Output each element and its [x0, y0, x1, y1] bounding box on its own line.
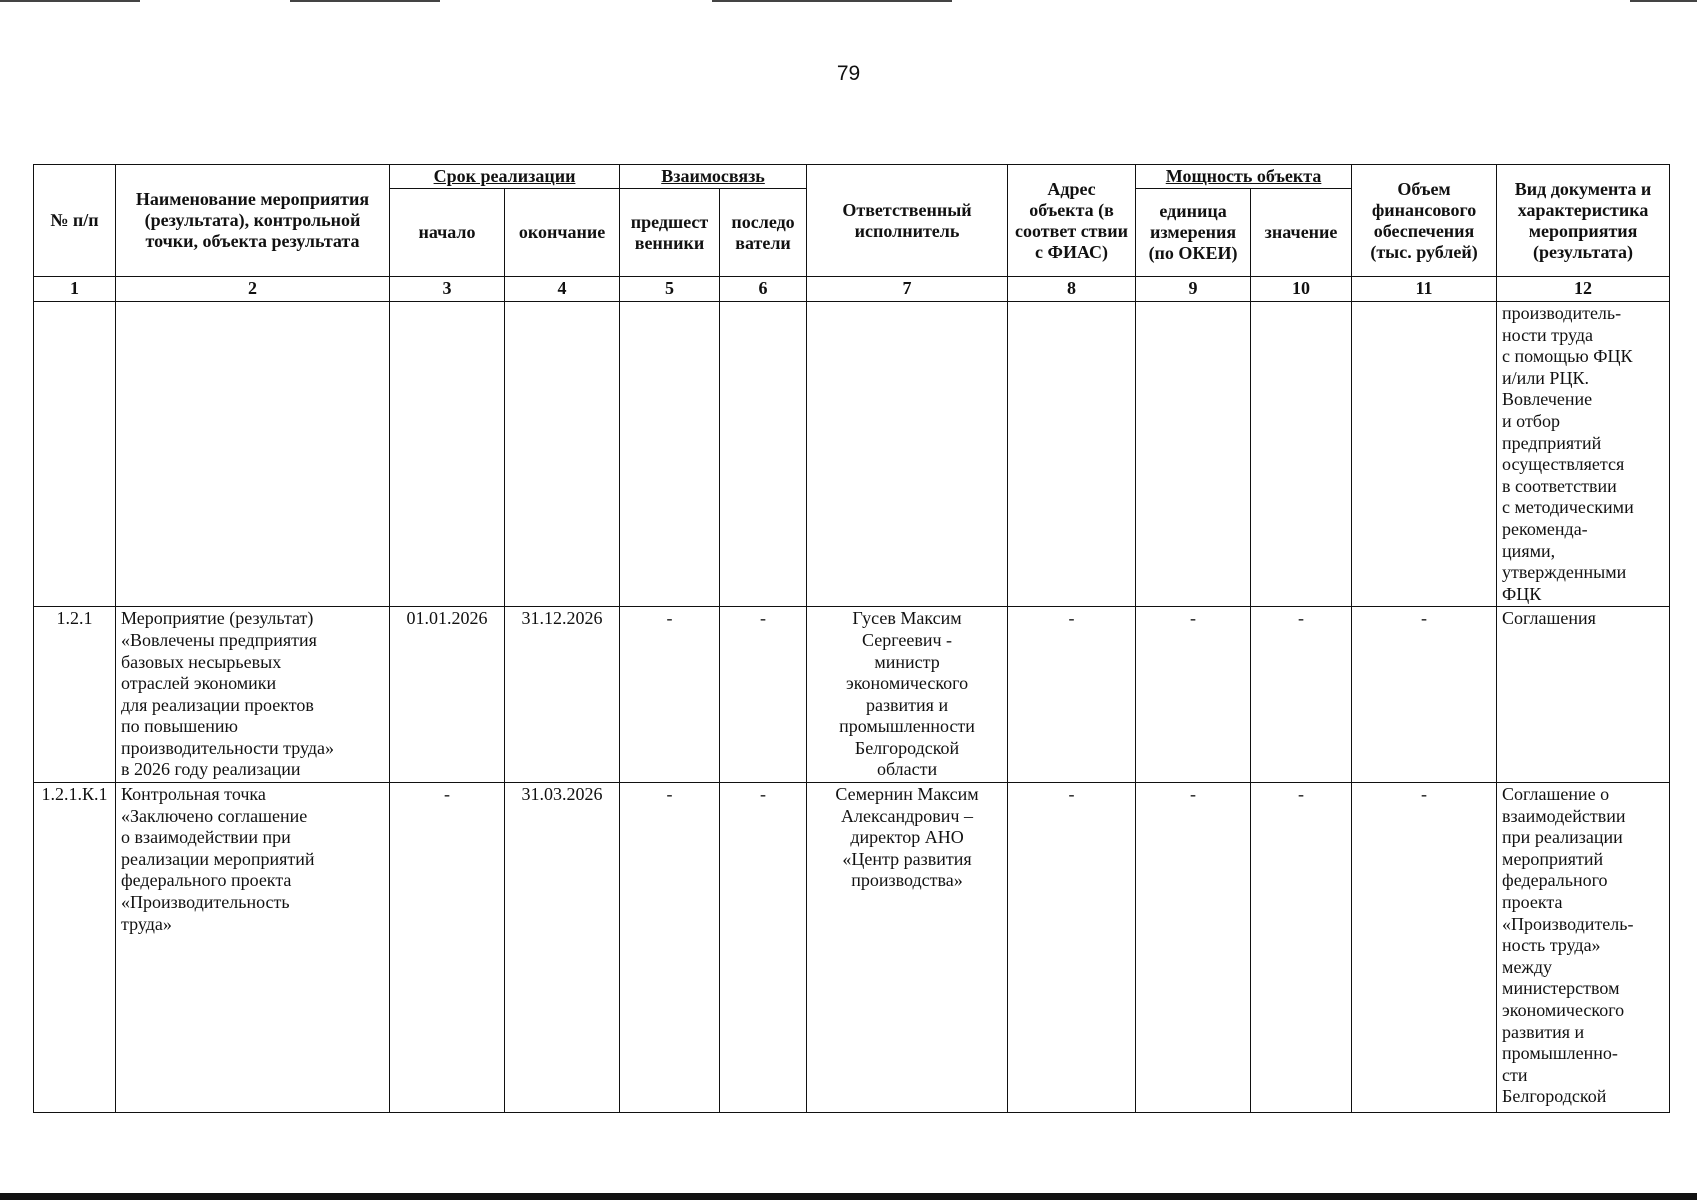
header-term-end: окончание: [505, 189, 620, 277]
cell-end: [505, 302, 620, 607]
cell-responsible: Гусев Максим Сергеевич - министр экономического развития и промышленности Белгородской области: [807, 607, 1008, 783]
cell-value: -: [1251, 783, 1352, 1113]
scan-artifact-bottom: [0, 1193, 1697, 1200]
header-num: № п/п: [34, 165, 116, 277]
scan-artifact-top-right: [1630, 0, 1697, 2]
cell-name: Контрольная точка «Заключено соглашение о взаимодействии при реализации мероприятий федерального проекта «Производительность труда»: [116, 783, 390, 1113]
cell-responsible: Семернин Максим Александрович – директор АНО «Центр развития производства»: [807, 783, 1008, 1113]
cell-end: 31.03.2026: [505, 783, 620, 1113]
cell-finance: -: [1352, 783, 1497, 1113]
header-capacity-value: значение: [1251, 189, 1352, 277]
column-number-6: 6: [720, 277, 807, 302]
cell-unit: -: [1136, 607, 1251, 783]
header-term-group: Срок реализации: [390, 165, 620, 189]
cell-start: 01.01.2026: [390, 607, 505, 783]
cell-finance: -: [1352, 607, 1497, 783]
cell-num: [34, 302, 116, 607]
scan-artifact-top-left: [0, 0, 140, 2]
cell-doc: производитель- ности труда с помощью ФЦК и/или РЦК. Вовлечение и отбор предприятий осуществляется в соответствии с методическими рекоменда- циями, утвержденными ФЦК: [1497, 302, 1670, 607]
header-link-group: Взаимосвязь: [620, 165, 807, 189]
cell-end: 31.12.2026: [505, 607, 620, 783]
cell-responsible: [807, 302, 1008, 607]
header-capacity-unit: единица измерения (по ОКЕИ): [1136, 189, 1251, 277]
header-finance: Объем финансового обеспечения (тыс. рублей): [1352, 165, 1497, 277]
cell-num: 1.2.1: [34, 607, 116, 783]
header-link-prev: предшест венники: [620, 189, 720, 277]
column-number-4: 4: [505, 277, 620, 302]
cell-address: -: [1008, 607, 1136, 783]
scan-artifact-top: [712, 0, 952, 2]
table-row: [34, 783, 1670, 1113]
scan-artifact-top: [290, 0, 440, 2]
cell-start: -: [390, 783, 505, 1113]
cell-name: [116, 302, 390, 607]
cell-next: -: [720, 607, 807, 783]
table-row: [34, 607, 1670, 783]
cell-num: 1.2.1.К.1: [34, 783, 116, 1113]
cell-name: Мероприятие (результат) «Вовлечены предприятия базовых несырьевых отраслей экономики для реализации проектов по повышению производительности труда» в 2026 году реализации: [116, 607, 390, 783]
cell-value: [1251, 302, 1352, 607]
cell-prev: -: [620, 607, 720, 783]
cell-unit: [1136, 302, 1251, 607]
cell-doc: Соглашение о взаимодействии при реализации мероприятий федерального проекта «Производитель- ность труда» между министерством экономического развития и промышленно- сти Белгородской: [1497, 783, 1670, 1113]
column-number-5: 5: [620, 277, 720, 302]
cell-prev: -: [620, 783, 720, 1113]
header-capacity-group: Мощность объекта: [1136, 165, 1352, 189]
column-number-10: 10: [1251, 277, 1352, 302]
cell-next: -: [720, 783, 807, 1113]
cell-address: [1008, 302, 1136, 607]
cell-address: -: [1008, 783, 1136, 1113]
column-number-3: 3: [390, 277, 505, 302]
header-responsible: Ответственный исполнитель: [807, 165, 1008, 277]
column-number-11: 11: [1352, 277, 1497, 302]
cell-next: [720, 302, 807, 607]
column-number-7: 7: [807, 277, 1008, 302]
column-number-8: 8: [1008, 277, 1136, 302]
cell-start: [390, 302, 505, 607]
table-row: [34, 302, 1670, 607]
column-number-9: 9: [1136, 277, 1251, 302]
header-name: Наименование мероприятия (результата), контрольной точки, объекта результата: [116, 165, 390, 277]
page-number: 79: [836, 62, 861, 85]
header-doc-type: Вид документа и характеристика мероприятия (результата): [1497, 165, 1670, 277]
cell-finance: [1352, 302, 1497, 607]
column-numbers-row: [34, 277, 1670, 302]
column-number-12: 12: [1497, 277, 1670, 302]
implementation-plan-table: [33, 164, 1670, 1113]
cell-unit: -: [1136, 783, 1251, 1113]
header-link-next: последо ватели: [720, 189, 807, 277]
cell-doc: Соглашения: [1497, 607, 1670, 783]
cell-value: -: [1251, 607, 1352, 783]
header-term-start: начало: [390, 189, 505, 277]
cell-prev: [620, 302, 720, 607]
header-address: Адрес объекта (в соответ ствии с ФИАС): [1008, 165, 1136, 277]
column-number-2: 2: [116, 277, 390, 302]
column-number-1: 1: [34, 277, 116, 302]
